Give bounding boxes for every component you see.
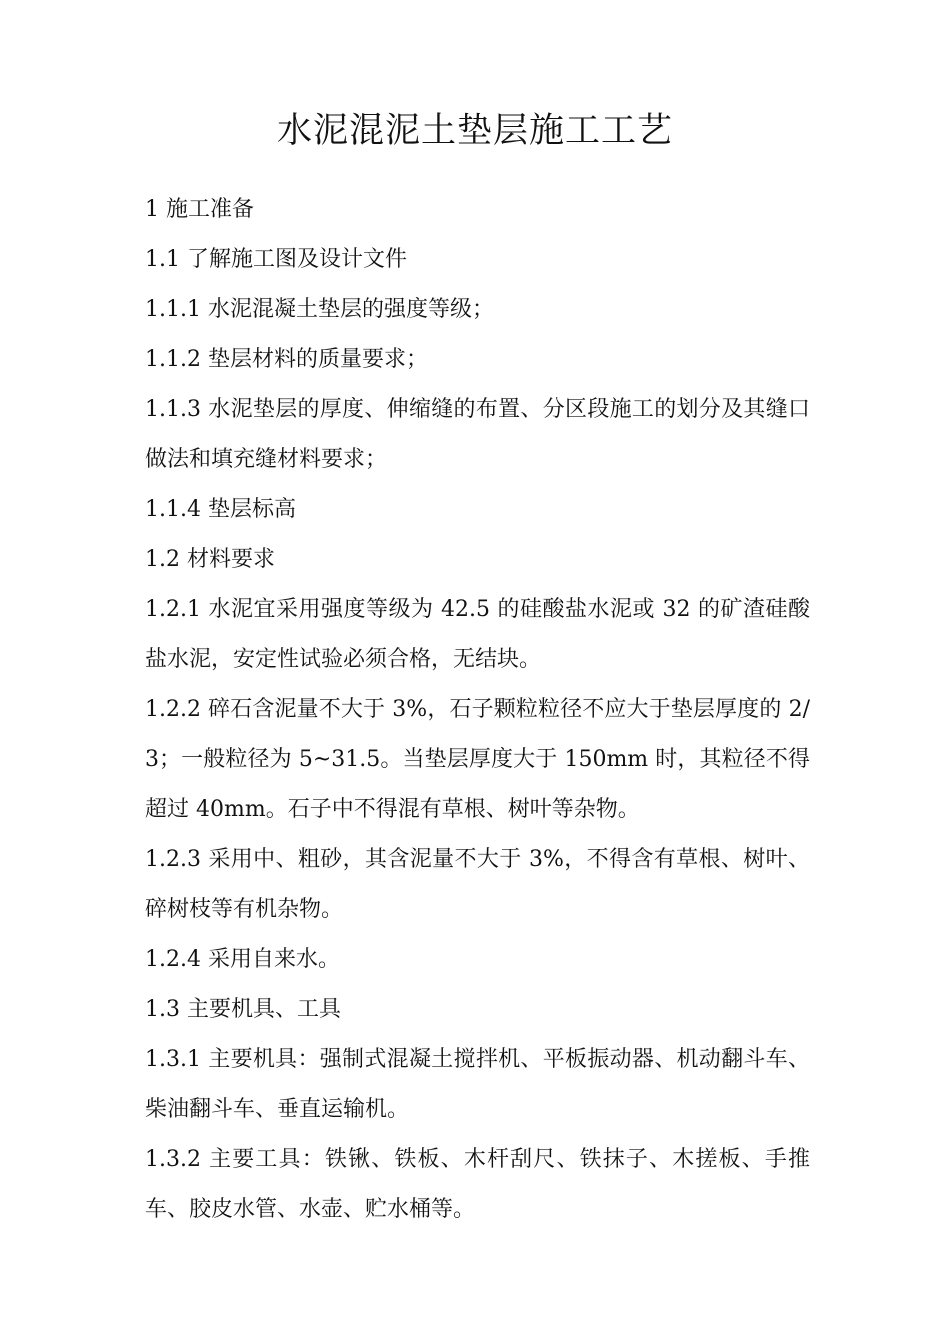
- section-heading: 1 施工准备: [145, 197, 254, 222]
- subsection-heading: 1.1 了解施工图及设计文件: [145, 247, 407, 272]
- document-title: 水泥混泥土垫层施工工艺: [276, 111, 673, 151]
- list-item: 1.2.3 采用中、粗砂，其含泥量不大于 3%，不得含有草根、树叶、碎树枝等有机杂物。: [145, 847, 810, 922]
- list-item: 1.3.2 主要工具：铁锹、铁板、木杆刮尺、铁抹子、木搓板、手推车、胶皮水管、水壶、贮水桶等。: [145, 1147, 810, 1222]
- list-item: 1.1.1 水泥混凝土垫层的强度等级；: [145, 297, 494, 322]
- list-item: 1.2.2 碎石含泥量不大于 3%，石子颗粒粒径不应大于垫层厚度的 2/3；一般粒径为 5~31.5。当垫层厚度大于 150mm 时，其粒径不得超过 40mm。石子中不得混有草根、树叶等杂物。: [145, 697, 810, 822]
- list-item: 1.3.1 主要机具：强制式混凝土搅拌机、平板振动器、机动翻斗车、柴油翻斗车、垂直运输机。: [145, 1047, 810, 1122]
- subsection-heading: 1.2 材料要求: [145, 547, 275, 572]
- list-item: 1.1.2 垫层材料的质量要求；: [145, 347, 428, 372]
- document-body: [145, 185, 810, 1235]
- list-item: 1.2.4 采用自来水。: [145, 947, 340, 972]
- list-item: 1.2.1 水泥宜采用强度等级为 42.5 的硅酸盐水泥或 32 的矿渣硅酸盐水泥，安定性试验必须合格，无结块。: [145, 597, 810, 672]
- list-item: 1.1.3 水泥垫层的厚度、伸缩缝的布置、分区段施工的划分及其缝口做法和填充缝材料要求；: [145, 397, 810, 472]
- subsection-heading: 1.3 主要机具、工具: [145, 997, 341, 1022]
- list-item: 1.1.4 垫层标高: [145, 497, 296, 522]
